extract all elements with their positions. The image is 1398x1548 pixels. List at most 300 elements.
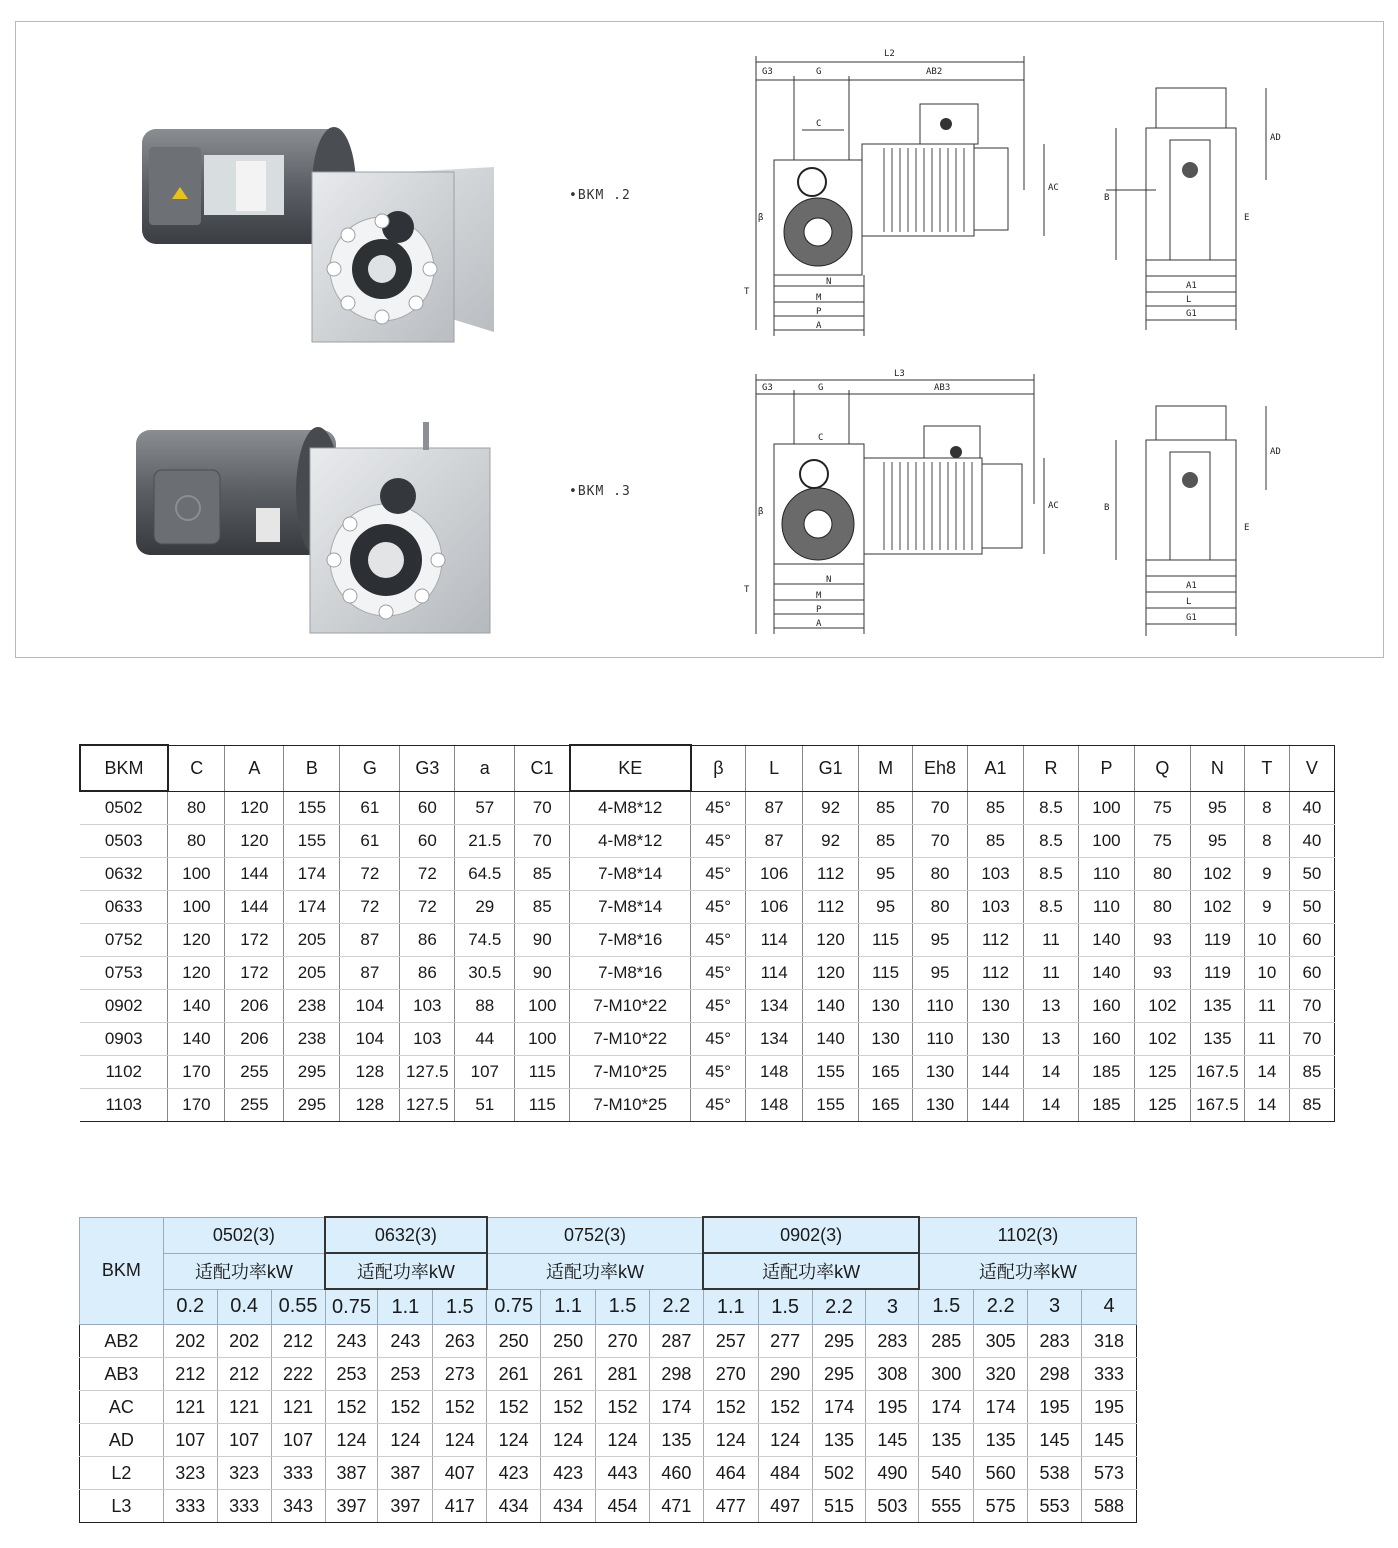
dim-value-cell: 125 xyxy=(1134,1056,1190,1089)
dim-value-cell: 95 xyxy=(913,924,968,957)
dim-value-cell: 206 xyxy=(225,1023,284,1056)
power-value-cell: 250 xyxy=(487,1325,541,1358)
dim-value-cell: 100 xyxy=(1078,791,1134,825)
front-dim-label-l: L xyxy=(1186,295,1192,305)
power-value-cell: 397 xyxy=(325,1490,378,1523)
power-kw-header: 0.55 xyxy=(271,1289,325,1325)
dim-value-cell: 87 xyxy=(340,957,400,990)
power-value-cell: 174 xyxy=(919,1391,974,1424)
dim-value-cell: 130 xyxy=(859,1023,913,1056)
table-row xyxy=(80,1358,1137,1391)
power-value-cell: 290 xyxy=(758,1358,812,1391)
dim-label-l2: L2 xyxy=(884,49,895,59)
power-kw-header: 1.1 xyxy=(541,1289,596,1325)
dim-value-cell: 167.5 xyxy=(1190,1089,1244,1122)
dim-value-cell: 165 xyxy=(859,1056,913,1089)
power-value-cell: 124 xyxy=(325,1424,378,1457)
dim-value-cell: 80 xyxy=(1134,891,1190,924)
dim-value-cell: 8 xyxy=(1244,791,1289,825)
front-dim-label-l-2: L xyxy=(1186,597,1192,607)
dim-value-cell: 295 xyxy=(284,1089,340,1122)
dim-value-cell: 130 xyxy=(913,1056,968,1089)
dim-value-cell: 70 xyxy=(913,825,968,858)
dim-value-cell: 95 xyxy=(859,891,913,924)
dim-value-cell: 70 xyxy=(1289,990,1334,1023)
power-value-cell: 538 xyxy=(1028,1457,1082,1490)
dim-value-cell: 172 xyxy=(225,924,284,957)
dim-header-cell: C xyxy=(168,745,225,791)
power-value-cell: 454 xyxy=(596,1490,650,1523)
power-value-cell: 320 xyxy=(974,1358,1028,1391)
power-value-cell: 471 xyxy=(649,1490,703,1523)
power-value-cell: 298 xyxy=(1028,1358,1082,1391)
dim-value-cell: 70 xyxy=(913,791,968,825)
power-value-cell: 270 xyxy=(703,1358,758,1391)
dim-value-cell: 64.5 xyxy=(455,858,515,891)
dim-header-cell: G xyxy=(340,745,400,791)
model-cell: 0632 xyxy=(80,858,168,891)
model-cell: 0753 xyxy=(80,957,168,990)
table-row xyxy=(80,1490,1137,1523)
dim-value-cell: 7-M8*14 xyxy=(570,858,691,891)
dim-value-cell: 50 xyxy=(1289,891,1334,924)
dim-value-cell: 60 xyxy=(1289,957,1334,990)
power-value-cell: 397 xyxy=(378,1490,433,1523)
model-cell: 0502 xyxy=(80,791,168,825)
dim-value-cell: 80 xyxy=(1134,858,1190,891)
dim-value-cell: 61 xyxy=(340,791,400,825)
power-value-cell: 502 xyxy=(812,1457,866,1490)
dim-header-cell: A xyxy=(225,745,284,791)
dim-value-cell: 72 xyxy=(340,891,400,924)
table-row xyxy=(80,1325,1137,1358)
dim-value-cell: 8.5 xyxy=(1024,825,1079,858)
dim-header-cell: a xyxy=(455,745,515,791)
power-value-cell: 195 xyxy=(866,1391,919,1424)
dim-value-cell: 155 xyxy=(284,825,340,858)
power-value-cell: 145 xyxy=(866,1424,919,1457)
dim-value-cell: 87 xyxy=(340,924,400,957)
power-value-cell: 145 xyxy=(1082,1424,1137,1457)
dim-value-cell: 174 xyxy=(284,891,340,924)
power-value-cell: 560 xyxy=(974,1457,1028,1490)
dimension-table-body xyxy=(80,791,1335,1122)
dim-header-cell: V xyxy=(1289,745,1334,791)
dim-value-cell: 115 xyxy=(859,924,913,957)
technical-drawing-side-bkm-2 xyxy=(734,40,1064,340)
dim-value-cell: 13 xyxy=(1024,1023,1079,1056)
power-value-cell: 497 xyxy=(758,1490,812,1523)
power-value-cell: 261 xyxy=(487,1358,541,1391)
power-value-cell: 145 xyxy=(1028,1424,1082,1457)
dim-header-cell: G1 xyxy=(803,745,859,791)
model-cell: 1103 xyxy=(80,1089,168,1122)
power-value-cell: 212 xyxy=(217,1358,271,1391)
dim-value-cell: 120 xyxy=(803,957,859,990)
dim-value-cell: 85 xyxy=(515,858,570,891)
dim-value-cell: 45° xyxy=(691,858,746,891)
dimension-table xyxy=(79,744,1335,1122)
dim-value-cell: 155 xyxy=(284,791,340,825)
dim-header-cell: B xyxy=(284,745,340,791)
power-value-cell: 460 xyxy=(649,1457,703,1490)
front-dim-label-b: B xyxy=(1104,193,1110,203)
dim-value-cell: 86 xyxy=(400,957,455,990)
dim-value-cell: 114 xyxy=(746,957,803,990)
power-value-cell: 257 xyxy=(703,1325,758,1358)
dim-value-cell: 172 xyxy=(225,957,284,990)
dim-label-g-2: G xyxy=(818,383,824,393)
dim-value-cell: 87 xyxy=(746,825,803,858)
model-cell: 0902 xyxy=(80,990,168,1023)
power-subtitle-header: 适配功率kW xyxy=(919,1253,1137,1289)
dim-value-cell: 57 xyxy=(455,791,515,825)
dim-value-cell: 85 xyxy=(1289,1056,1334,1089)
dim-value-cell: 61 xyxy=(340,825,400,858)
dim-header-cell: M xyxy=(859,745,913,791)
dim-value-cell: 144 xyxy=(968,1089,1024,1122)
dim-label-t: T xyxy=(744,287,750,297)
dim-value-cell: 205 xyxy=(284,924,340,957)
dim-value-cell: 60 xyxy=(400,825,455,858)
dim-value-cell: 160 xyxy=(1078,1023,1134,1056)
front-dim-label-a1: A1 xyxy=(1186,281,1197,291)
dim-value-cell: 7-M8*16 xyxy=(570,957,691,990)
dim-value-cell: 7-M10*22 xyxy=(570,1023,691,1056)
dim-value-cell: 110 xyxy=(1078,891,1134,924)
dim-value-cell: 102 xyxy=(1190,858,1244,891)
dim-header-cell: G3 xyxy=(400,745,455,791)
power-header-row xyxy=(80,1289,1137,1325)
dim-label-ab2: AB2 xyxy=(926,67,943,77)
power-value-cell: 464 xyxy=(703,1457,758,1490)
power-value-cell: 121 xyxy=(163,1391,217,1424)
power-value-cell: 270 xyxy=(596,1325,650,1358)
front-dim-label-e-2: E xyxy=(1244,523,1250,533)
power-value-cell: 174 xyxy=(812,1391,866,1424)
power-value-cell: 273 xyxy=(433,1358,487,1391)
dim-header-cell: KE xyxy=(570,745,691,791)
dim-value-cell: 119 xyxy=(1190,924,1244,957)
dim-value-cell: 45° xyxy=(691,990,746,1023)
power-value-cell: 152 xyxy=(758,1391,812,1424)
dim-value-cell: 130 xyxy=(859,990,913,1023)
dim-value-cell: 72 xyxy=(400,891,455,924)
power-kw-header: 0.75 xyxy=(487,1289,541,1325)
dim-value-cell: 80 xyxy=(913,858,968,891)
power-value-cell: 124 xyxy=(703,1424,758,1457)
dim-value-cell: 7-M8*16 xyxy=(570,924,691,957)
dim-value-cell: 85 xyxy=(515,891,570,924)
power-value-cell: 152 xyxy=(325,1391,378,1424)
dim-value-cell: 130 xyxy=(913,1089,968,1122)
dim-value-cell: 130 xyxy=(968,1023,1024,1056)
dim-value-cell: 70 xyxy=(515,791,570,825)
power-value-cell: 333 xyxy=(271,1457,325,1490)
dim-value-cell: 8.5 xyxy=(1024,791,1079,825)
dim-value-cell: 4-M8*12 xyxy=(570,791,691,825)
dim-value-cell: 185 xyxy=(1078,1089,1134,1122)
dim-value-cell: 60 xyxy=(1289,924,1334,957)
power-kw-header: 3 xyxy=(866,1289,919,1325)
power-value-cell: 295 xyxy=(812,1358,866,1391)
power-value-cell: 243 xyxy=(325,1325,378,1358)
dim-value-cell: 114 xyxy=(746,924,803,957)
dim-value-cell: 100 xyxy=(1078,825,1134,858)
power-value-cell: 124 xyxy=(433,1424,487,1457)
power-value-cell: 152 xyxy=(596,1391,650,1424)
dim-header-cell: A1 xyxy=(968,745,1024,791)
dim-header-cell: β xyxy=(691,745,746,791)
dim-value-cell: 8.5 xyxy=(1024,891,1079,924)
power-row-label: AB3 xyxy=(80,1358,164,1391)
dim-value-cell: 170 xyxy=(168,1089,225,1122)
dim-value-cell: 115 xyxy=(859,957,913,990)
power-kw-header: 1.5 xyxy=(596,1289,650,1325)
dim-value-cell: 112 xyxy=(968,957,1024,990)
model-group-header: 0502(3) xyxy=(163,1217,325,1253)
model-group-header: 0752(3) xyxy=(487,1217,704,1253)
table-row xyxy=(80,825,1335,858)
dim-value-cell: 92 xyxy=(803,791,859,825)
dim-value-cell: 45° xyxy=(691,791,746,825)
dim-value-cell: 14 xyxy=(1244,1089,1289,1122)
dim-value-cell: 155 xyxy=(803,1056,859,1089)
power-row-label: L3 xyxy=(80,1490,164,1523)
dim-label-ac: AC xyxy=(1048,183,1059,193)
dim-value-cell: 148 xyxy=(746,1089,803,1122)
power-value-cell: 553 xyxy=(1028,1490,1082,1523)
power-row-label: AD xyxy=(80,1424,164,1457)
dim-value-cell: 104 xyxy=(340,1023,400,1056)
power-kw-header: 0.4 xyxy=(217,1289,271,1325)
technical-drawing-side-bkm-3 xyxy=(734,364,1064,644)
power-value-cell: 287 xyxy=(649,1325,703,1358)
power-value-cell: 124 xyxy=(758,1424,812,1457)
table-row xyxy=(80,1056,1335,1089)
dim-label-ac-2: AC xyxy=(1048,501,1059,511)
dim-value-cell: 60 xyxy=(400,791,455,825)
power-kw-header: 0.2 xyxy=(163,1289,217,1325)
power-kw-header: 1.5 xyxy=(919,1289,974,1325)
dim-value-cell: 72 xyxy=(400,858,455,891)
dim-value-cell: 44 xyxy=(455,1023,515,1056)
dim-value-cell: 140 xyxy=(803,990,859,1023)
power-value-cell: 434 xyxy=(487,1490,541,1523)
dim-value-cell: 14 xyxy=(1024,1056,1079,1089)
dim-value-cell: 13 xyxy=(1024,990,1079,1023)
dim-value-cell: 120 xyxy=(803,924,859,957)
power-value-cell: 281 xyxy=(596,1358,650,1391)
dim-label-p-2: P xyxy=(816,605,822,615)
dim-header-cell: Q xyxy=(1134,745,1190,791)
power-row-label: AB2 xyxy=(80,1325,164,1358)
dim-value-cell: 45° xyxy=(691,1056,746,1089)
dim-value-cell: 14 xyxy=(1024,1089,1079,1122)
technical-drawing-front-bkm-3 xyxy=(1076,400,1296,646)
dim-value-cell: 103 xyxy=(968,891,1024,924)
dim-value-cell: 92 xyxy=(803,825,859,858)
power-value-cell: 124 xyxy=(541,1424,596,1457)
power-value-cell: 407 xyxy=(433,1457,487,1490)
dim-value-cell: 106 xyxy=(746,858,803,891)
table-row xyxy=(80,791,1335,825)
dim-label-a: A xyxy=(816,321,822,331)
dim-value-cell: 125 xyxy=(1134,1089,1190,1122)
dim-value-cell: 93 xyxy=(1134,957,1190,990)
dim-value-cell: 9 xyxy=(1244,891,1289,924)
dim-value-cell: 140 xyxy=(1078,957,1134,990)
power-value-cell: 300 xyxy=(919,1358,974,1391)
power-value-cell: 575 xyxy=(974,1490,1028,1523)
power-value-cell: 417 xyxy=(433,1490,487,1523)
dim-label-g3-2: G3 xyxy=(762,383,773,393)
dim-header-cell: P xyxy=(1078,745,1134,791)
power-subtitle-header: 适配功率kW xyxy=(703,1253,919,1289)
power-value-cell: 263 xyxy=(433,1325,487,1358)
power-value-cell: 107 xyxy=(217,1424,271,1457)
power-value-cell: 484 xyxy=(758,1457,812,1490)
dim-value-cell: 50 xyxy=(1289,858,1334,891)
power-corner-cell: BKM xyxy=(80,1217,164,1325)
table-row xyxy=(80,957,1335,990)
technical-drawing-front-bkm-2 xyxy=(1076,80,1296,340)
dim-value-cell: 72 xyxy=(340,858,400,891)
power-value-cell: 253 xyxy=(378,1358,433,1391)
dim-value-cell: 11 xyxy=(1244,1023,1289,1056)
power-kw-header: 0.75 xyxy=(325,1289,378,1325)
dim-label-p: P xyxy=(816,307,822,317)
dim-value-cell: 205 xyxy=(284,957,340,990)
model-group-header: 0632(3) xyxy=(325,1217,487,1253)
power-kw-header: 1.5 xyxy=(433,1289,487,1325)
dim-value-cell: 112 xyxy=(803,891,859,924)
power-value-cell: 503 xyxy=(866,1490,919,1523)
dim-value-cell: 9 xyxy=(1244,858,1289,891)
dim-value-cell: 95 xyxy=(859,858,913,891)
power-value-cell: 107 xyxy=(271,1424,325,1457)
dim-value-cell: 70 xyxy=(1289,1023,1334,1056)
dim-value-cell: 70 xyxy=(515,825,570,858)
dim-value-cell: 85 xyxy=(968,791,1024,825)
dim-value-cell: 103 xyxy=(400,1023,455,1056)
dim-value-cell: 45° xyxy=(691,891,746,924)
motor-photo-bkm-3 xyxy=(128,412,508,642)
dim-value-cell: 144 xyxy=(225,858,284,891)
dim-label-g3: G3 xyxy=(762,67,773,77)
model-cell: 0903 xyxy=(80,1023,168,1056)
power-value-cell: 323 xyxy=(163,1457,217,1490)
dim-value-cell: 51 xyxy=(455,1089,515,1122)
dim-value-cell: 95 xyxy=(1190,791,1244,825)
dim-label-l3: L3 xyxy=(894,369,905,379)
power-table-header xyxy=(80,1217,1137,1325)
dim-value-cell: 185 xyxy=(1078,1056,1134,1089)
dim-value-cell: 295 xyxy=(284,1056,340,1089)
power-value-cell: 152 xyxy=(541,1391,596,1424)
dim-value-cell: 45° xyxy=(691,825,746,858)
dim-value-cell: 165 xyxy=(859,1089,913,1122)
model-group-header: 1102(3) xyxy=(919,1217,1137,1253)
power-kw-header: 2.2 xyxy=(974,1289,1028,1325)
power-value-cell: 152 xyxy=(487,1391,541,1424)
power-value-cell: 333 xyxy=(163,1490,217,1523)
model-cell: 1102 xyxy=(80,1056,168,1089)
power-value-cell: 135 xyxy=(812,1424,866,1457)
dim-value-cell: 112 xyxy=(968,924,1024,957)
power-value-cell: 124 xyxy=(596,1424,650,1457)
dim-value-cell: 167.5 xyxy=(1190,1056,1244,1089)
dim-value-cell: 102 xyxy=(1190,891,1244,924)
dim-value-cell: 115 xyxy=(515,1089,570,1122)
dim-value-cell: 95 xyxy=(913,957,968,990)
dim-value-cell: 80 xyxy=(168,791,225,825)
power-value-cell: 573 xyxy=(1082,1457,1137,1490)
table-row xyxy=(80,1089,1335,1122)
dim-value-cell: 95 xyxy=(1190,825,1244,858)
variant-label-bkm-3: •BKM .3 xyxy=(569,484,631,499)
power-header-row xyxy=(80,1217,1137,1253)
dim-value-cell: 103 xyxy=(968,858,1024,891)
power-value-cell: 540 xyxy=(919,1457,974,1490)
power-subtitle-header: 适配功率kW xyxy=(163,1253,325,1289)
dim-value-cell: 155 xyxy=(803,1089,859,1122)
table-row xyxy=(80,1391,1137,1424)
dim-header-cell: C1 xyxy=(515,745,570,791)
power-value-cell: 423 xyxy=(541,1457,596,1490)
dim-value-cell: 87 xyxy=(746,791,803,825)
power-value-cell: 212 xyxy=(271,1325,325,1358)
front-dim-label-ad: AD xyxy=(1270,133,1281,143)
dim-label-beta-2: β xyxy=(758,507,764,517)
dim-label-beta: β xyxy=(758,213,764,223)
power-value-cell: 202 xyxy=(163,1325,217,1358)
dim-label-n-2: N xyxy=(826,575,832,585)
front-dim-label-e: E xyxy=(1244,213,1250,223)
power-kw-header: 1.1 xyxy=(703,1289,758,1325)
dim-value-cell: 85 xyxy=(968,825,1024,858)
power-value-cell: 121 xyxy=(217,1391,271,1424)
dim-value-cell: 85 xyxy=(859,825,913,858)
dim-value-cell: 90 xyxy=(515,924,570,957)
dim-label-ab3: AB3 xyxy=(934,383,951,393)
dim-value-cell: 120 xyxy=(168,924,225,957)
dim-value-cell: 45° xyxy=(691,924,746,957)
power-value-cell: 152 xyxy=(703,1391,758,1424)
power-value-cell: 298 xyxy=(649,1358,703,1391)
dim-value-cell: 100 xyxy=(168,891,225,924)
dim-value-cell: 85 xyxy=(1289,1089,1334,1122)
power-kw-header: 4 xyxy=(1082,1289,1137,1325)
dim-value-cell: 119 xyxy=(1190,957,1244,990)
dim-value-cell: 75 xyxy=(1134,791,1190,825)
power-value-cell: 323 xyxy=(217,1457,271,1490)
dim-value-cell: 128 xyxy=(340,1056,400,1089)
dim-value-cell: 115 xyxy=(515,1056,570,1089)
power-value-cell: 490 xyxy=(866,1457,919,1490)
dim-value-cell: 140 xyxy=(803,1023,859,1056)
power-value-cell: 443 xyxy=(596,1457,650,1490)
dim-value-cell: 174 xyxy=(284,858,340,891)
dim-value-cell: 144 xyxy=(225,891,284,924)
power-row-label: L2 xyxy=(80,1457,164,1490)
power-value-cell: 195 xyxy=(1082,1391,1137,1424)
dim-label-g: G xyxy=(816,67,822,77)
power-value-cell: 195 xyxy=(1028,1391,1082,1424)
dim-value-cell: 90 xyxy=(515,957,570,990)
dim-value-cell: 21.5 xyxy=(455,825,515,858)
model-group-header: 0902(3) xyxy=(703,1217,919,1253)
